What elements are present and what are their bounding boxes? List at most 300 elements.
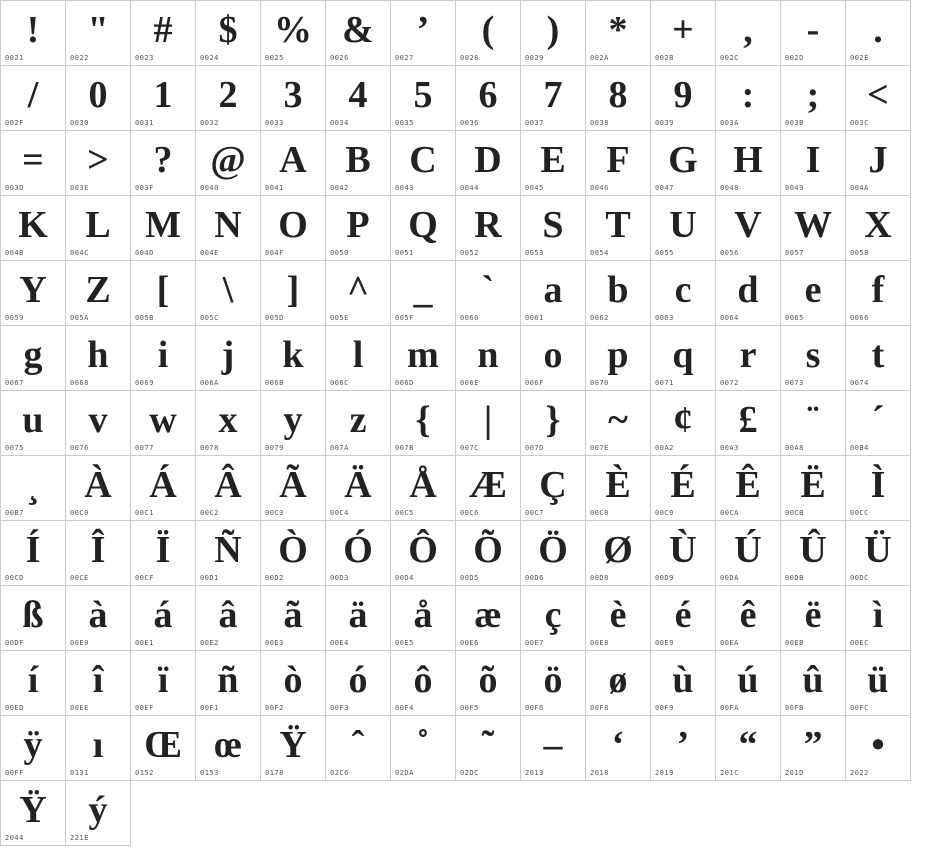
glyph-codepoint: 0021	[5, 54, 24, 62]
glyph-character: ê	[739, 594, 757, 636]
glyph-cell[interactable]	[131, 586, 196, 651]
glyph-character: ü	[867, 659, 889, 701]
glyph-cell[interactable]	[651, 391, 716, 456]
glyph-character: Y	[19, 269, 47, 311]
glyph-cell[interactable]	[261, 651, 326, 716]
glyph-codepoint: 00D2	[265, 574, 284, 582]
glyph-character: |	[483, 399, 493, 441]
glyph-character: "	[87, 9, 109, 51]
glyph-character: Q	[408, 204, 438, 246]
glyph-cell[interactable]	[781, 1, 846, 66]
glyph-cell[interactable]	[586, 391, 651, 456]
glyph-cell[interactable]	[1, 261, 66, 326]
glyph-cell[interactable]	[391, 456, 456, 521]
glyph-cell[interactable]	[716, 521, 781, 586]
glyph-cell[interactable]	[391, 521, 456, 586]
glyph-cell[interactable]	[66, 651, 131, 716]
glyph-codepoint: 0046	[590, 184, 609, 192]
glyph-character: ˚	[416, 724, 430, 766]
glyph-character: é	[674, 594, 692, 636]
glyph-character: J	[868, 139, 888, 181]
glyph-cell[interactable]	[1, 196, 66, 261]
glyph-codepoint: 0032	[200, 119, 219, 127]
glyph-codepoint: 0070	[590, 379, 609, 387]
glyph-cell[interactable]	[716, 196, 781, 261]
glyph-codepoint: 003F	[135, 184, 154, 192]
glyph-cell[interactable]	[66, 66, 131, 131]
glyph-cell[interactable]	[521, 66, 586, 131]
glyph-character: O	[278, 204, 308, 246]
glyph-cell[interactable]	[781, 261, 846, 326]
glyph-codepoint: 0078	[200, 444, 219, 452]
glyph-cell[interactable]	[651, 586, 716, 651]
glyph-cell[interactable]	[1, 781, 66, 846]
glyph-character: /	[27, 74, 39, 116]
glyph-cell[interactable]	[846, 391, 911, 456]
glyph-cell[interactable]	[261, 261, 326, 326]
glyph-cell[interactable]	[66, 196, 131, 261]
glyph-character: ˜	[481, 724, 495, 766]
glyph-codepoint: 0064	[720, 314, 739, 322]
glyph-cell[interactable]	[1, 66, 66, 131]
glyph-cell[interactable]	[716, 131, 781, 196]
glyph-cell[interactable]	[196, 521, 261, 586]
glyph-codepoint: 0065	[785, 314, 804, 322]
glyph-character: ú	[737, 659, 759, 701]
glyph-codepoint: 00D9	[655, 574, 674, 582]
glyph-cell[interactable]	[261, 326, 326, 391]
glyph-cell[interactable]	[846, 196, 911, 261]
glyph-cell[interactable]	[326, 521, 391, 586]
glyph-cell[interactable]	[586, 716, 651, 781]
glyph-cell[interactable]	[1, 1, 66, 66]
glyph-character: û	[802, 659, 824, 701]
glyph-cell[interactable]	[846, 66, 911, 131]
glyph-codepoint: 007C	[460, 444, 479, 452]
glyph-character: Î	[90, 529, 106, 571]
glyph-cell[interactable]	[781, 131, 846, 196]
glyph-cell[interactable]	[521, 716, 586, 781]
glyph-character: Ê	[735, 464, 761, 506]
glyph-cell[interactable]	[326, 66, 391, 131]
glyph-cell[interactable]	[196, 716, 261, 781]
glyph-cell[interactable]	[846, 261, 911, 326]
glyph-cell[interactable]	[586, 196, 651, 261]
glyph-codepoint: 0025	[265, 54, 284, 62]
glyph-cell[interactable]	[391, 131, 456, 196]
glyph-cell[interactable]	[66, 391, 131, 456]
glyph-codepoint: 00E1	[135, 639, 154, 647]
glyph-codepoint: 02DA	[395, 769, 414, 777]
glyph-cell[interactable]	[846, 326, 911, 391]
glyph-cell[interactable]	[196, 391, 261, 456]
glyph-cell[interactable]	[1, 716, 66, 781]
glyph-cell[interactable]	[586, 456, 651, 521]
glyph-cell[interactable]	[521, 261, 586, 326]
glyph-character: ø	[608, 659, 628, 701]
glyph-cell[interactable]	[131, 521, 196, 586]
glyph-cell[interactable]	[66, 586, 131, 651]
glyph-cell[interactable]	[781, 716, 846, 781]
glyph-cell[interactable]	[651, 521, 716, 586]
glyph-cell[interactable]	[66, 521, 131, 586]
glyph-codepoint: 0059	[5, 314, 24, 322]
glyph-codepoint: 0060	[460, 314, 479, 322]
glyph-codepoint: 00EC	[850, 639, 869, 647]
glyph-character: _	[413, 269, 433, 311]
glyph-cell[interactable]	[196, 261, 261, 326]
glyph-codepoint: 0058	[850, 249, 869, 257]
glyph-cell[interactable]	[1, 391, 66, 456]
glyph-cell[interactable]	[716, 651, 781, 716]
glyph-codepoint: 221E	[70, 834, 89, 842]
glyph-cell[interactable]	[781, 391, 846, 456]
glyph-codepoint: 0063	[655, 314, 674, 322]
glyph-character: d	[737, 269, 759, 311]
glyph-cell[interactable]	[456, 196, 521, 261]
glyph-cell[interactable]	[391, 261, 456, 326]
glyph-cell[interactable]	[651, 261, 716, 326]
glyph-cell[interactable]	[391, 1, 456, 66]
glyph-codepoint: 00F9	[655, 704, 674, 712]
glyph-cell[interactable]	[1, 586, 66, 651]
glyph-codepoint: 0075	[5, 444, 24, 452]
glyph-cell[interactable]	[651, 326, 716, 391]
glyph-codepoint: 0024	[200, 54, 219, 62]
glyph-codepoint: 00EF	[135, 704, 154, 712]
glyph-character: ì	[872, 594, 884, 636]
glyph-cell[interactable]	[131, 1, 196, 66]
glyph-codepoint: 00C1	[135, 509, 154, 517]
glyph-cell[interactable]	[196, 66, 261, 131]
glyph-cell[interactable]	[456, 716, 521, 781]
glyph-cell[interactable]	[326, 456, 391, 521]
glyph-cell[interactable]	[326, 326, 391, 391]
glyph-cell[interactable]	[326, 651, 391, 716]
glyph-cell[interactable]	[326, 391, 391, 456]
glyph-character: B	[345, 139, 371, 181]
glyph-cell[interactable]	[196, 196, 261, 261]
glyph-cell[interactable]	[781, 521, 846, 586]
glyph-codepoint: 0035	[395, 119, 414, 127]
glyph-cell[interactable]	[521, 1, 586, 66]
glyph-codepoint: 0057	[785, 249, 804, 257]
glyph-character: –	[543, 724, 563, 766]
glyph-cell[interactable]	[66, 326, 131, 391]
glyph-cell[interactable]	[651, 1, 716, 66]
glyph-character: <	[867, 74, 889, 116]
glyph-cell[interactable]	[391, 391, 456, 456]
glyph-cell[interactable]	[261, 391, 326, 456]
glyph-cell[interactable]	[651, 196, 716, 261]
glyph-codepoint: 006B	[265, 379, 284, 387]
glyph-cell[interactable]	[131, 66, 196, 131]
glyph-cell[interactable]	[521, 456, 586, 521]
glyph-cell[interactable]	[196, 651, 261, 716]
glyph-cell[interactable]	[456, 66, 521, 131]
glyph-codepoint: 0027	[395, 54, 414, 62]
glyph-cell[interactable]	[586, 66, 651, 131]
glyph-cell[interactable]	[586, 651, 651, 716]
glyph-codepoint: 0068	[70, 379, 89, 387]
glyph-cell[interactable]	[196, 131, 261, 196]
glyph-codepoint: 0040	[200, 184, 219, 192]
glyph-cell[interactable]	[391, 716, 456, 781]
glyph-character: Ú	[734, 529, 762, 571]
glyph-codepoint: 00F6	[525, 704, 544, 712]
glyph-cell[interactable]	[391, 196, 456, 261]
glyph-cell[interactable]	[846, 131, 911, 196]
glyph-cell[interactable]	[846, 456, 911, 521]
glyph-codepoint: 0039	[655, 119, 674, 127]
glyph-cell[interactable]	[131, 196, 196, 261]
glyph-codepoint: 0153	[200, 769, 219, 777]
glyph-character: ´	[871, 399, 885, 441]
glyph-cell[interactable]	[521, 586, 586, 651]
glyph-cell[interactable]	[391, 586, 456, 651]
glyph-codepoint: 00CA	[720, 509, 739, 517]
glyph-cell[interactable]	[261, 716, 326, 781]
glyph-cell[interactable]	[456, 261, 521, 326]
glyph-character: T	[605, 204, 631, 246]
glyph-cell[interactable]	[131, 651, 196, 716]
glyph-character: -	[806, 9, 820, 51]
glyph-character: 2	[218, 74, 238, 116]
glyph-cell[interactable]	[66, 261, 131, 326]
glyph-cell[interactable]	[391, 66, 456, 131]
glyph-codepoint: 002E	[850, 54, 869, 62]
glyph-character: `	[481, 269, 495, 311]
glyph-codepoint: 005D	[265, 314, 284, 322]
glyph-cell[interactable]	[1, 651, 66, 716]
glyph-character: .	[873, 9, 883, 51]
glyph-codepoint: 006C	[330, 379, 349, 387]
glyph-codepoint: 00CC	[850, 509, 869, 517]
glyph-cell[interactable]	[1, 456, 66, 521]
glyph-character: g	[23, 334, 43, 376]
glyph-cell[interactable]	[66, 131, 131, 196]
glyph-character: ò	[283, 659, 303, 701]
glyph-codepoint: 007B	[395, 444, 414, 452]
glyph-codepoint: 00FF	[5, 769, 24, 777]
glyph-character: ç	[544, 594, 562, 636]
glyph-cell[interactable]	[586, 261, 651, 326]
glyph-cell[interactable]	[781, 586, 846, 651]
glyph-cell[interactable]	[716, 1, 781, 66]
glyph-cell[interactable]	[261, 456, 326, 521]
glyph-cell[interactable]	[131, 716, 196, 781]
glyph-cell[interactable]	[66, 716, 131, 781]
glyph-cell[interactable]	[846, 716, 911, 781]
glyph-cell[interactable]	[196, 326, 261, 391]
glyph-cell[interactable]	[261, 131, 326, 196]
glyph-cell[interactable]	[781, 456, 846, 521]
glyph-cell[interactable]	[456, 456, 521, 521]
glyph-codepoint: 003B	[785, 119, 804, 127]
glyph-character: â	[218, 594, 238, 636]
glyph-codepoint: 00B7	[5, 509, 24, 517]
glyph-cell[interactable]	[716, 716, 781, 781]
glyph-cell[interactable]	[716, 391, 781, 456]
glyph-cell[interactable]	[846, 521, 911, 586]
glyph-codepoint: 0076	[70, 444, 89, 452]
glyph-cell[interactable]	[456, 586, 521, 651]
glyph-codepoint: 003E	[70, 184, 89, 192]
glyph-cell[interactable]	[1, 131, 66, 196]
glyph-cell[interactable]	[586, 326, 651, 391]
glyph-cell[interactable]	[456, 326, 521, 391]
glyph-cell[interactable]	[131, 261, 196, 326]
glyph-codepoint: 0072	[720, 379, 739, 387]
glyph-codepoint: 004A	[850, 184, 869, 192]
glyph-character: W	[794, 204, 832, 246]
glyph-character: “	[738, 724, 758, 766]
glyph-cell[interactable]	[261, 1, 326, 66]
glyph-codepoint: 0047	[655, 184, 674, 192]
glyph-cell[interactable]	[326, 196, 391, 261]
glyph-cell[interactable]	[846, 1, 911, 66]
glyph-codepoint: 00DF	[5, 639, 24, 647]
glyph-character: p	[607, 334, 629, 376]
glyph-cell[interactable]	[326, 1, 391, 66]
glyph-cell[interactable]	[66, 456, 131, 521]
glyph-character: á	[153, 594, 173, 636]
glyph-cell[interactable]	[196, 1, 261, 66]
glyph-cell[interactable]	[456, 521, 521, 586]
glyph-character: ï	[157, 659, 169, 701]
glyph-cell[interactable]	[586, 1, 651, 66]
glyph-codepoint: 2013	[525, 769, 544, 777]
glyph-codepoint: 005B	[135, 314, 154, 322]
glyph-cell[interactable]	[261, 196, 326, 261]
glyph-cell[interactable]	[651, 66, 716, 131]
glyph-cell[interactable]	[781, 196, 846, 261]
glyph-cell[interactable]	[781, 326, 846, 391]
glyph-codepoint: 00C7	[525, 509, 544, 517]
glyph-cell[interactable]	[66, 781, 131, 846]
glyph-cell[interactable]	[846, 586, 911, 651]
glyph-cell[interactable]	[391, 326, 456, 391]
glyph-cell[interactable]	[456, 131, 521, 196]
glyph-codepoint: 00C3	[265, 509, 284, 517]
glyph-character: Ì	[870, 464, 886, 506]
glyph-cell[interactable]	[131, 326, 196, 391]
glyph-codepoint: 0052	[460, 249, 479, 257]
glyph-codepoint: 0054	[590, 249, 609, 257]
glyph-codepoint: 0071	[655, 379, 674, 387]
glyph-character: õ	[478, 659, 498, 701]
glyph-codepoint: 006A	[200, 379, 219, 387]
glyph-character: ä	[348, 594, 368, 636]
glyph-character: Œ	[144, 724, 182, 766]
glyph-character: ¢	[673, 399, 693, 441]
glyph-cell[interactable]	[326, 716, 391, 781]
glyph-character: )	[546, 9, 560, 51]
glyph-codepoint: 004D	[135, 249, 154, 257]
glyph-codepoint: 00CB	[785, 509, 804, 517]
glyph-cell[interactable]	[846, 651, 911, 716]
glyph-cell[interactable]	[326, 131, 391, 196]
glyph-cell[interactable]	[261, 66, 326, 131]
glyph-cell[interactable]	[456, 391, 521, 456]
glyph-cell[interactable]	[781, 651, 846, 716]
glyph-cell[interactable]	[131, 131, 196, 196]
glyph-character: 5	[413, 74, 433, 116]
glyph-cell[interactable]	[1, 521, 66, 586]
glyph-cell[interactable]	[781, 66, 846, 131]
glyph-codepoint: 0042	[330, 184, 349, 192]
glyph-codepoint: 00A2	[655, 444, 674, 452]
glyph-cell[interactable]	[196, 456, 261, 521]
glyph-cell[interactable]	[456, 1, 521, 66]
glyph-cell[interactable]	[716, 66, 781, 131]
glyph-codepoint: 003A	[720, 119, 739, 127]
glyph-character: [	[156, 269, 170, 311]
glyph-codepoint: 00E3	[265, 639, 284, 647]
glyph-character: î	[92, 659, 104, 701]
glyph-cell[interactable]	[521, 521, 586, 586]
glyph-cell[interactable]	[521, 326, 586, 391]
glyph-cell[interactable]	[391, 651, 456, 716]
glyph-cell[interactable]	[521, 196, 586, 261]
glyph-codepoint: 0049	[785, 184, 804, 192]
glyph-cell[interactable]	[196, 586, 261, 651]
glyph-character: Ë	[800, 464, 826, 506]
glyph-cell[interactable]	[651, 651, 716, 716]
glyph-cell[interactable]	[651, 716, 716, 781]
glyph-codepoint: 00F8	[590, 704, 609, 712]
glyph-codepoint: 00F2	[265, 704, 284, 712]
glyph-cell[interactable]	[716, 261, 781, 326]
glyph-cell[interactable]	[586, 586, 651, 651]
glyph-codepoint: 00F3	[330, 704, 349, 712]
glyph-character: z	[349, 399, 367, 441]
glyph-cell[interactable]	[586, 131, 651, 196]
glyph-character: í	[27, 659, 39, 701]
glyph-cell[interactable]	[651, 131, 716, 196]
glyph-cell[interactable]	[521, 651, 586, 716]
glyph-codepoint: 0152	[135, 769, 154, 777]
glyph-codepoint: 00A8	[785, 444, 804, 452]
glyph-codepoint: 005C	[200, 314, 219, 322]
glyph-cell[interactable]	[521, 131, 586, 196]
glyph-cell[interactable]	[131, 391, 196, 456]
glyph-cell[interactable]	[716, 326, 781, 391]
glyph-cell[interactable]	[521, 391, 586, 456]
glyph-character: a	[543, 269, 563, 311]
glyph-cell[interactable]	[456, 651, 521, 716]
glyph-character: ˆ	[351, 724, 365, 766]
glyph-codepoint: 00C6	[460, 509, 479, 517]
glyph-cell[interactable]	[586, 521, 651, 586]
glyph-character: b	[607, 269, 629, 311]
glyph-character: :	[741, 74, 755, 116]
glyph-cell[interactable]	[1, 326, 66, 391]
glyph-cell[interactable]	[261, 586, 326, 651]
glyph-cell[interactable]	[716, 586, 781, 651]
glyph-cell[interactable]	[131, 456, 196, 521]
glyph-cell[interactable]	[651, 456, 716, 521]
glyph-cell[interactable]	[716, 456, 781, 521]
glyph-character: c	[674, 269, 692, 311]
glyph-character: È	[605, 464, 631, 506]
glyph-cell[interactable]	[261, 521, 326, 586]
glyph-cell[interactable]	[326, 586, 391, 651]
glyph-character: Ü	[864, 529, 892, 571]
glyph-cell[interactable]	[66, 1, 131, 66]
glyph-codepoint: 00D6	[525, 574, 544, 582]
glyph-cell[interactable]	[326, 261, 391, 326]
